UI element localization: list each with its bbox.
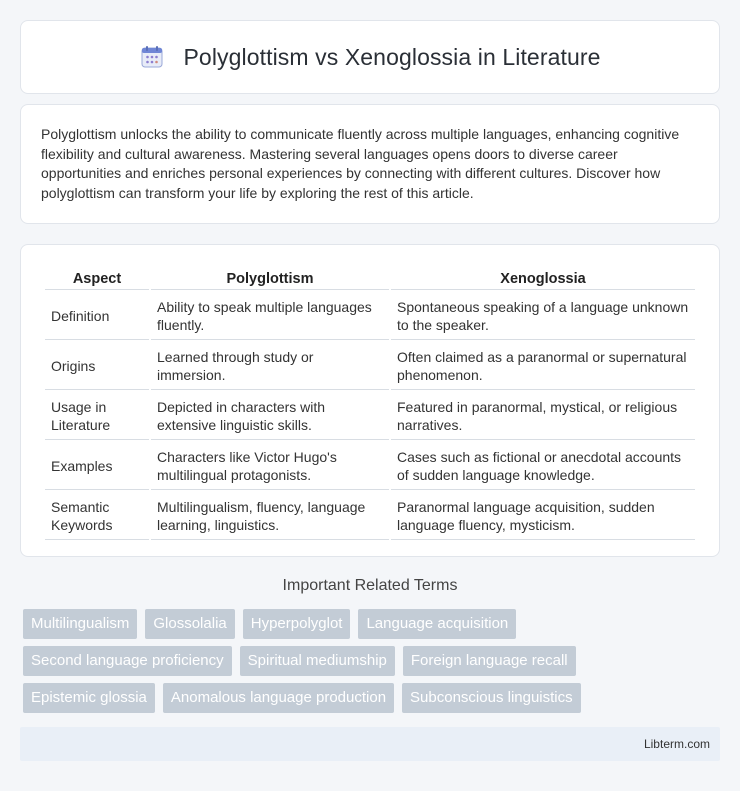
tag-row bbox=[23, 683, 723, 713]
table-cell-aspect: Definition bbox=[45, 292, 149, 340]
table-cell-xenoglossia: Often claimed as a paranormal or supernatural phenomenon. bbox=[391, 342, 695, 390]
related-terms-tags bbox=[23, 609, 723, 720]
related-terms-title: Important Related Terms bbox=[282, 577, 458, 594]
table-cell-aspect: Usage in Literature bbox=[45, 392, 149, 440]
tag-multilingualism[interactable]: Multilingualism bbox=[23, 609, 137, 639]
tag-anomalous-language-production[interactable]: Anomalous language production bbox=[163, 683, 394, 713]
table-cell-xenoglossia: Paranormal language acquisition, sudden language fluency, mysticism. bbox=[391, 492, 695, 540]
tag-second-language-proficiency[interactable]: Second language proficiency bbox=[23, 646, 232, 676]
table-cell-aspect: Examples bbox=[45, 442, 149, 490]
table-cell-polyglottism: Depicted in characters with extensive linguistic skills. bbox=[151, 392, 389, 440]
tag-row bbox=[23, 646, 723, 676]
table-cell-polyglottism: Multilingualism, fluency, language learning, linguistics. bbox=[151, 492, 389, 540]
table-cell-polyglottism: Learned through study or immersion. bbox=[151, 342, 389, 390]
tag-glossolalia[interactable]: Glossolalia bbox=[145, 609, 234, 639]
intro-card bbox=[20, 104, 720, 224]
title-wrap bbox=[139, 44, 600, 71]
tag-foreign-language-recall[interactable]: Foreign language recall bbox=[403, 646, 576, 676]
tag-subconscious-linguistics[interactable]: Subconscious linguistics bbox=[402, 683, 581, 713]
comparison-table-card bbox=[20, 244, 720, 557]
page-title: Polyglottism vs Xenoglossia in Literature bbox=[183, 43, 601, 70]
header-polyglottism: Polyglottism bbox=[151, 267, 389, 290]
calendar-icon bbox=[139, 44, 165, 70]
tag-language-acquisition[interactable]: Language acquisition bbox=[358, 609, 516, 639]
tag-spiritual-mediumship[interactable]: Spiritual mediumship bbox=[240, 646, 395, 676]
table-cell-polyglottism: Characters like Victor Hugo's multilingual protagonists. bbox=[151, 442, 389, 490]
tag-hyperpolyglot[interactable]: Hyperpolyglot bbox=[243, 609, 351, 639]
table-cell-xenoglossia: Featured in paranormal, mystical, or religious narratives. bbox=[391, 392, 695, 440]
table-header-row bbox=[45, 267, 695, 290]
table-cell-xenoglossia: Cases such as fictional or anecdotal accounts of sudden language knowledge. bbox=[391, 442, 695, 490]
header-card bbox=[20, 20, 720, 94]
table-row bbox=[45, 442, 695, 490]
table-cell-polyglottism: Ability to speak multiple languages fluently. bbox=[151, 292, 389, 340]
intro-text: Polyglottism unlocks the ability to communicate fluently across multiple languages, enhancing cognitive flexibility and cultural awareness. Mastering several languages opens doors to diverse career opportunities and enriches personal experiences by connecting with different cultures. Discover how polyglottism can transform your life by exploring the rest of this article. bbox=[41, 126, 680, 201]
tag-epistemic-glossia[interactable]: Epistemic glossia bbox=[23, 683, 155, 713]
header-xenoglossia: Xenoglossia bbox=[391, 267, 695, 290]
table-cell-xenoglossia: Spontaneous speaking of a language unknown to the speaker. bbox=[391, 292, 695, 340]
footer-site-link[interactable]: Libterm.com bbox=[643, 737, 710, 751]
table-cell-aspect: Semantic Keywords bbox=[45, 492, 149, 540]
comparison-table bbox=[43, 265, 697, 542]
table-row bbox=[45, 392, 695, 440]
table-row bbox=[45, 492, 695, 540]
table-row bbox=[45, 292, 695, 340]
header-aspect: Aspect bbox=[45, 267, 149, 290]
table-row bbox=[45, 342, 695, 390]
tag-row bbox=[23, 609, 723, 639]
footer bbox=[20, 727, 720, 761]
table-cell-aspect: Origins bbox=[45, 342, 149, 390]
